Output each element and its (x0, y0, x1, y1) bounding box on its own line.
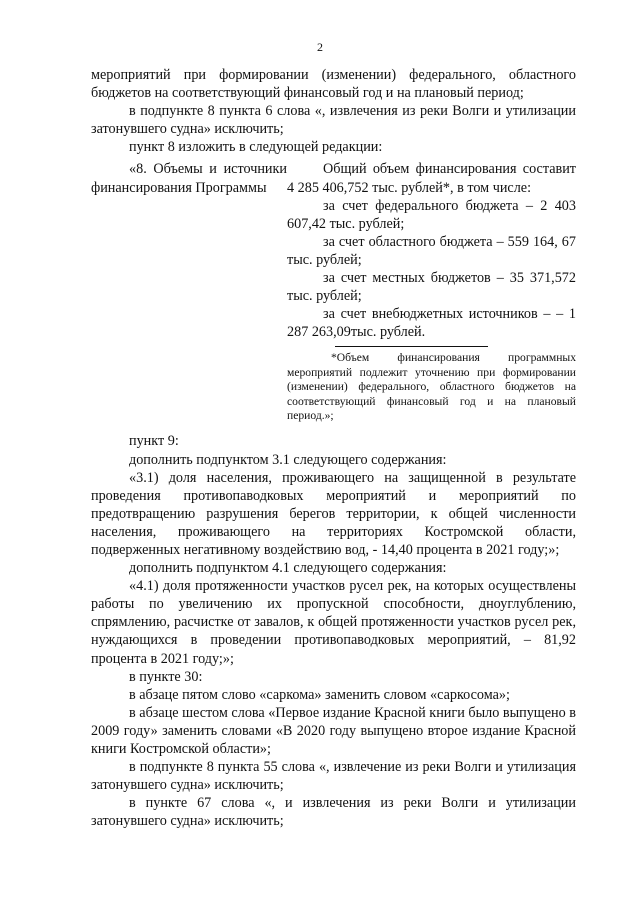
paragraph-p30-abz6: в абзаце шестом слова «Первое издание Красной книги было выпущено в 2009 году» заменить словами «В 2020 году выпущено второе издание Красной книги Костромской области»; (91, 704, 576, 758)
paragraph-4-1-text: «4.1) доля протяженности участков русел рек, на которых осуществлены работы по увеличению их пропускной способности, дноуглублению, спрямлению, расчистке от завалов, к общей протяженности участков русел рек, нуждающихся в проведении противопаводковых мероприятий, – 81,92 процента в 2021 году;»; (91, 578, 576, 667)
financing-table-right (287, 160, 576, 423)
paragraph-add-4-1: дополнить подпунктом 4.1 следующего содержания: (129, 560, 447, 577)
paragraph-p8-intro: пункт 8 изложить в следующей редакции: (129, 139, 383, 156)
paragraph-3-1-text: «3.1) доля населения, проживающего на защищенной в результате проведения противопаводковых мероприятий и мероприятий по предотвращению разрушения берегов территории, к общей численности населения, проживающего на территориях Костромской области, подверженных негативному воздействию вод, - 14,40 процента в 2021 году;»; (91, 469, 576, 558)
paragraph-p67: в пункте 67 слова «, и извлечения из реки Волги и утилизации затонувшего судна» исключить; (91, 795, 576, 830)
paragraph-p55: в подпункте 8 пункта 55 слова «, извлечение из реки Волги и утилизация затонувшего судна» исключить; (91, 759, 576, 794)
footnote (287, 351, 576, 423)
paragraph-add-3-1: дополнить подпунктом 3.1 следующего содержания: (129, 451, 447, 468)
paragraph-p30: в пункте 30: (129, 668, 203, 685)
page-number: 2 (317, 40, 323, 54)
financing-table-left: «8. Объемы и источники финансирования Программы (91, 161, 287, 196)
financing-total: Общий объем финансирования составит 4 285 406,752 тыс. рублей*, в том числе: (287, 161, 576, 196)
financing-table (91, 160, 576, 423)
paragraph-p30-abz5: в абзаце пятом слово «саркома» заменить словом «саркосома»; (129, 686, 510, 703)
footnote-separator (335, 346, 488, 347)
financing-local: за счет местных бюджетов – 35 371,572 тыс. рублей; (287, 270, 576, 305)
financing-extrabudgetary: за счет внебюджетных источников – – 1 287 263,09тыс. рублей. (287, 306, 576, 341)
paragraph-p9: пункт 9: (129, 433, 179, 450)
financing-regional: за счет областного бюджета – 559 164, 67 тыс. рублей; (287, 233, 576, 268)
paragraph-continuation: мероприятий при формировании (изменении) федерального, областного бюджетов на соответствующий финансовый год и на плановый период; (91, 67, 576, 102)
paragraph-amend-p6: в подпункте 8 пункта 6 слова «, извлечения из реки Волги и утилизации затонувшего судна» исключить; (91, 103, 576, 138)
financing-federal: за счет федерального бюджета – 2 403 607,42 тыс. рублей; (287, 197, 576, 232)
footnote-text: *Объем финансирования программных мероприятий подлежит уточнению при формировании (изменении) федерального, областного бюджетов на соответствующий финансовый год и на плановый период.»; (287, 351, 576, 423)
document-body (91, 66, 576, 831)
